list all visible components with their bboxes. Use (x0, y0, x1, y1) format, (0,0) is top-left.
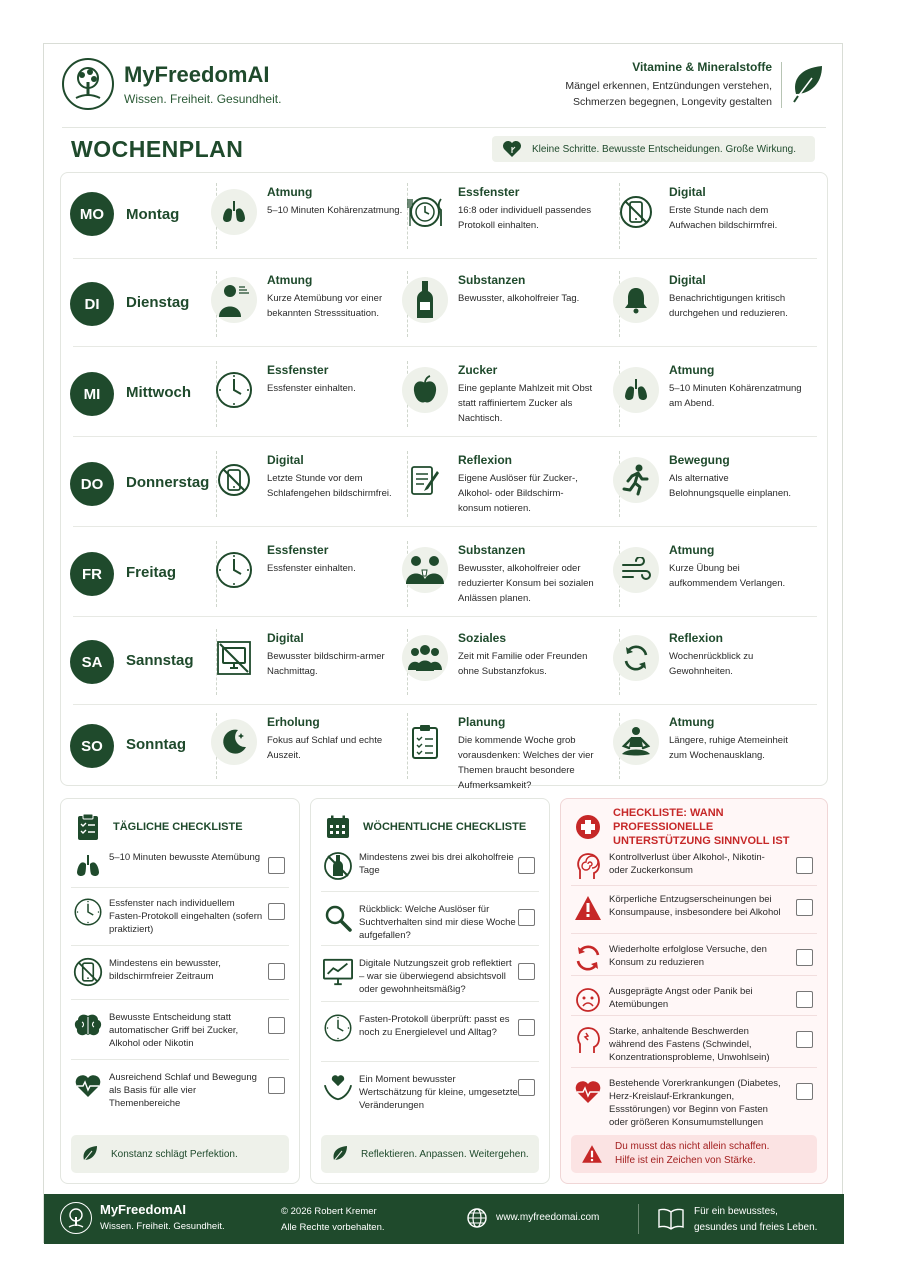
motto-banner (492, 136, 815, 162)
footer-brand-name: MyFreedomAI (100, 1202, 186, 1217)
plan-item-title: Essfenster (458, 185, 520, 199)
plan-item-text (267, 715, 403, 763)
plan-item-title: Digital (669, 273, 706, 287)
checklist-item (571, 1075, 817, 1128)
plan-item (613, 543, 803, 615)
plan-item-text (458, 185, 594, 233)
checklist-checkbox[interactable] (268, 857, 285, 874)
person-breathing-icon (211, 277, 257, 323)
plan-item-title: Atmung (267, 273, 313, 287)
checklist-checkbox[interactable] (268, 1017, 285, 1034)
heart-pulse-icon (573, 1077, 603, 1107)
item-divider (571, 975, 817, 976)
anxious-face-icon (573, 985, 603, 1015)
row-divider (73, 526, 817, 527)
checklist-checkbox[interactable] (796, 1083, 813, 1100)
topic-block (565, 60, 772, 110)
tree-logo-icon (62, 58, 114, 110)
plan-item (402, 363, 602, 435)
plan-item-title: Reflexion (669, 631, 724, 645)
plan-item-description: Essfenster einhalten. (267, 383, 356, 394)
plan-item-title: Substanzen (458, 543, 526, 557)
checklist-item (571, 1023, 817, 1067)
plan-item-text (669, 543, 805, 591)
plan-item-description: 5–10 Minuten Kohärenzatmung am Abend. (669, 383, 802, 409)
plan-item-title: Substanzen (458, 273, 526, 287)
plan-item-text (267, 453, 403, 501)
leaf-icon (790, 64, 826, 104)
no-phone-icon (73, 957, 103, 987)
plan-item (402, 273, 602, 345)
no-screen-icon (211, 635, 257, 681)
plan-item-text (458, 273, 594, 306)
medical-cross-icon (575, 812, 601, 842)
hands-heart-icon (323, 1073, 353, 1103)
item-divider (71, 945, 289, 946)
checklist-item (571, 941, 817, 985)
footer-brand-tagline: Wissen. Freiheit. Gesundheit. (100, 1221, 225, 1232)
day-badge: SA (70, 640, 114, 684)
item-divider (321, 945, 539, 946)
checklist-item-text: Bestehende Vorerkrankungen (Diabetes, Herz-Kreislauf-Erkrankungen, Essstörungen) vor Beginn von Fasten oder größeren Konsumumstellungen (609, 1078, 781, 1128)
checklist-item-text: Rückblick: Welche Auslöser für Suchtverhalten sind mir diese Woche aufgefallen? (359, 904, 516, 941)
motto-text: Kleine Schritte. Bewusste Entscheidungen. Große Wirkung. (532, 143, 797, 155)
checklist-item-text: Körperliche Entzugserscheinungen bei Konsumpause, insbesondere bei Alkohol (609, 894, 781, 918)
topic-line-1: Mängel erkennen, Entzündungen verstehen, (565, 80, 772, 92)
refresh-icon (573, 943, 603, 973)
lungs-icon (73, 851, 103, 881)
checklist-checkbox[interactable] (268, 963, 285, 980)
plan-item-text (669, 363, 805, 411)
checklist-checkbox[interactable] (796, 899, 813, 916)
weekly-footer-text: Reflektieren. Anpassen. Weitergehen. (361, 1148, 529, 1160)
weekly-checklist-footer (321, 1135, 539, 1173)
checklist-item-text: Ein Moment bewusster Wertschätzung für kleine, umgesetzte Veränderungen (359, 1074, 518, 1111)
day-name: Sonntag (126, 736, 186, 753)
plan-item (211, 273, 411, 345)
day-name: Montag (126, 206, 180, 223)
plan-item-text (669, 273, 805, 321)
checklist-item (571, 849, 817, 893)
day-badge: MI (70, 372, 114, 416)
topic-title: Vitamine & Mineralstoffe (632, 60, 772, 74)
plan-item-text (458, 715, 594, 793)
plate-clock-icon (402, 189, 448, 235)
plan-item-title: Atmung (669, 363, 715, 377)
divider (62, 127, 826, 128)
wind-icon (613, 547, 659, 593)
checklist-item (321, 955, 539, 999)
moon-icon (211, 719, 257, 765)
plan-item-text (267, 185, 403, 218)
checklist-item-text: Ausreichend Schlaf und Bewegung als Basis für alle vier Themenbereiche (109, 1072, 257, 1109)
people-drinks-icon (402, 547, 448, 593)
checklist-item (321, 849, 539, 893)
plan-item-text (267, 273, 403, 321)
checklist-item-text: Wiederholte erfolglose Versuche, den Konsum zu reduzieren (609, 944, 767, 968)
plan-item-description: Benachrichtigungen kritisch durchgehen und reduzieren. (669, 293, 788, 319)
plan-item-title: Digital (267, 453, 304, 467)
checklist-item-text: Essfenster nach individuellem Fasten-Protokoll eingehalten (sofern praktiziert) (109, 898, 263, 935)
warning-icon (573, 893, 603, 923)
item-divider (571, 885, 817, 886)
weekly-checklist-panel (310, 798, 550, 1184)
row-divider (73, 258, 817, 259)
plan-item (211, 363, 411, 435)
plan-item-description: Eine geplante Mahlzeit mit Obst statt raffiniertem Zucker als Nachtisch. (458, 383, 593, 424)
plan-item (211, 185, 411, 257)
plan-item-text (669, 631, 805, 679)
checklist-checkbox[interactable] (796, 857, 813, 874)
checklist-item-text: 5–10 Minuten bewusste Atemübung (109, 852, 261, 863)
plan-item (402, 185, 602, 257)
plan-item (211, 631, 411, 703)
head-ache-icon (573, 1025, 603, 1055)
checklist-checkbox[interactable] (518, 857, 535, 874)
copyright-line-1: © 2026 Robert Kremer (281, 1206, 377, 1217)
plan-item (211, 543, 411, 615)
heart-leaf-icon (502, 140, 522, 158)
day-name: Donnerstag (126, 474, 210, 491)
plan-item (402, 453, 602, 525)
calendar-icon (325, 812, 351, 842)
checklist-checkbox[interactable] (796, 991, 813, 1008)
plan-item-text (669, 715, 805, 763)
plan-item (211, 453, 411, 525)
magnifier-icon (323, 903, 353, 933)
no-phone-icon (613, 189, 659, 235)
slogan-line-1: Für ein bewusstes, (694, 1206, 778, 1217)
plan-item (613, 453, 803, 525)
item-divider (571, 933, 817, 934)
footer-website-link[interactable]: www.myfreedomai.com (496, 1212, 600, 1223)
plan-item-text (267, 631, 403, 679)
checklist-item (571, 891, 817, 935)
weekly-plan-sheet (43, 43, 843, 1243)
day-name: Mittwoch (126, 384, 191, 401)
checklist-item-text: Starke, anhaltende Beschwerden während des Fastens (Schwindel, Konzentrationsprobleme, Unwohlsein) (609, 1026, 770, 1063)
plan-item-text (669, 185, 805, 233)
checklist-item (321, 901, 539, 945)
no-bottle-icon (323, 851, 353, 881)
clock-icon (73, 897, 103, 927)
daily-checklist-footer (71, 1135, 289, 1173)
professional-footer-text (615, 1140, 769, 1168)
row-divider (73, 346, 817, 347)
header-divider (781, 62, 782, 108)
footer-copyright (281, 1204, 385, 1236)
slogan-line-2: gesundes und freies Leben. (694, 1222, 818, 1233)
plan-item-text (458, 453, 594, 516)
daily-footer-text: Konstanz schlägt Perfektion. (111, 1148, 238, 1160)
plan-item-description: Kurze Übung bei aufkommendem Verlangen. (669, 563, 786, 589)
checklist-item-text: Ausgeprägte Angst oder Panik bei Atemübungen (609, 986, 753, 1010)
group-icon (402, 635, 448, 681)
plan-item-title: Essfenster (267, 363, 329, 377)
footer-divider (638, 1204, 639, 1234)
daily-checklist-panel (60, 798, 300, 1184)
checklist-checkbox[interactable] (518, 963, 535, 980)
plan-item-title: Atmung (267, 185, 313, 199)
checklist-item (321, 1011, 539, 1055)
page-title: WOCHENPLAN (71, 136, 244, 162)
checklist-item (71, 955, 289, 999)
item-divider (71, 887, 289, 888)
plan-item (402, 631, 602, 703)
checklist-item-text: Fasten-Protokoll überprüft: passt es noch zu Energielevel und Alltag? (359, 1014, 510, 1038)
plan-item-title: Atmung (669, 543, 715, 557)
professional-help-panel (560, 798, 828, 1184)
footer-slogan (694, 1204, 817, 1236)
brand-name: MyFreedomAI (124, 62, 270, 87)
day-row-dienstag (61, 261, 829, 347)
plan-item-description: Zeit mit Familie oder Freunden ohne Substanzfokus. (458, 651, 588, 677)
plan-item-text (458, 543, 594, 606)
clock-icon (211, 367, 257, 413)
day-badge: FR (70, 552, 114, 596)
day-badge: DO (70, 462, 114, 506)
plan-item-description: Essfenster einhalten. (267, 563, 356, 574)
plan-item-title: Reflexion (458, 453, 513, 467)
day-row-donnerstag (61, 441, 829, 527)
monitor-chart-icon (323, 957, 353, 987)
item-divider (71, 1059, 289, 1060)
plan-item-text (267, 543, 403, 576)
checklist-item (571, 983, 817, 1027)
header (44, 44, 844, 126)
weekly-checklist-header (325, 809, 539, 845)
warning-icon (581, 1144, 603, 1164)
plan-item-title: Bewegung (669, 453, 730, 467)
topic-line-2: Schmerzen begegnen, Longevity gestalten (572, 96, 772, 108)
page-footer (44, 1194, 844, 1244)
item-divider (321, 1061, 539, 1062)
plan-item (402, 715, 602, 791)
row-divider (73, 436, 817, 437)
checklist-checkbox[interactable] (796, 1031, 813, 1048)
meditation-icon (613, 719, 659, 765)
plan-item-description: Wochenrückblick zu Gewohnheiten. (669, 651, 754, 677)
plan-item-title: Erholung (267, 715, 320, 729)
bell-icon (613, 277, 659, 323)
plan-item (402, 543, 602, 615)
plan-item-description: Die kommende Woche grob vorausdenken: Welches der vier Themen braucht besondere Aufmerksamkeit? (458, 735, 594, 791)
plan-item-text (458, 631, 594, 679)
plan-item-description: 16:8 oder individuell passendes Protokoll einhalten. (458, 205, 592, 231)
plan-item-text (669, 453, 805, 501)
no-phone-icon (211, 457, 257, 503)
lungs-icon (613, 367, 659, 413)
tree-logo-icon (60, 1202, 92, 1234)
plan-item-description: Eigene Auslöser für Zucker-, Alkohol- oder Bildschirm-konsum notieren. (458, 473, 578, 514)
plan-item-description: Als alternative Belohnungsquelle einplanen. (669, 473, 792, 499)
checklist-item (71, 895, 289, 939)
day-name: Sannstag (126, 652, 194, 669)
plan-item-title: Planung (458, 715, 506, 729)
plan-item (613, 363, 803, 435)
plan-item-title: Essfenster (267, 543, 329, 557)
checklist-checkbox[interactable] (796, 949, 813, 966)
day-name: Dienstag (126, 294, 190, 311)
day-row-sannstag (61, 619, 829, 705)
running-icon (613, 457, 659, 503)
plan-item-title: Digital (267, 631, 304, 645)
checklist-item (71, 1009, 289, 1053)
notepad-icon (402, 457, 448, 503)
day-row-montag (61, 173, 829, 259)
plan-item (613, 715, 803, 787)
checklist-checkbox[interactable] (268, 1077, 285, 1094)
plan-item-description: Fokus auf Schlaf und echte Auszeit. (267, 735, 383, 761)
checklist-item-text: Mindestens zwei bis drei alkoholfreie Tage (359, 852, 514, 876)
refresh-icon (613, 635, 659, 681)
clipboard-icon (402, 719, 448, 765)
plan-item-title: Digital (669, 185, 706, 199)
globe-icon (466, 1207, 488, 1229)
plan-item-title: Atmung (669, 715, 715, 729)
plan-item-description: Bewusster, alkoholfreier oder reduzierter Konsum bei sozialen Anlässen planen. (458, 563, 594, 604)
plan-item-description: Erste Stunde nach dem Aufwachen bildschirmfrei. (669, 205, 778, 231)
checklist-item-text: Bewusste Entscheidung statt automatischer Griff bei Zucker, Alkohol oder Nikotin (109, 1012, 239, 1049)
heart-pulse-icon (73, 1071, 103, 1101)
item-divider (321, 891, 539, 892)
plan-item (613, 631, 803, 703)
plan-item-text (458, 363, 594, 426)
day-badge: SO (70, 724, 114, 768)
day-row-freitag (61, 531, 829, 617)
professional-footer-line-2: Hilfe ist ein Zeichen von Stärke. (615, 1155, 756, 1166)
professional-help-header (575, 809, 817, 845)
row-divider (73, 616, 817, 617)
clock-icon (323, 1013, 353, 1043)
checklist-checkbox[interactable] (518, 1079, 535, 1096)
checklist-item (71, 1069, 289, 1113)
plan-item-title: Zucker (458, 363, 498, 377)
copyright-line-2: Alle Rechte vorbehalten. (281, 1222, 385, 1233)
plan-item (211, 715, 411, 787)
brand-tagline: Wissen. Freiheit. Gesundheit. (124, 92, 282, 106)
lungs-icon (211, 189, 257, 235)
leaf-icon (81, 1145, 99, 1163)
plan-item-description: Bewusster, alkoholfreier Tag. (458, 293, 580, 304)
bottle-icon (402, 277, 448, 323)
checklist-checkbox[interactable] (518, 1019, 535, 1036)
professional-footer-line-1: Du musst das nicht allein schaffen. (615, 1141, 770, 1152)
professional-title-line-1: CHECKLISTE: WANN PROFESSIONELLE (613, 807, 724, 833)
brain-icon (73, 1011, 103, 1041)
item-divider (321, 1001, 539, 1002)
day-row-mittwoch (61, 351, 829, 437)
checklist-item-text: Mindestens ein bewusster, bildschirmfreier Zeitraum (109, 958, 221, 982)
plan-item-text (267, 363, 403, 396)
checklist-item (321, 1071, 539, 1115)
day-name: Freitag (126, 564, 177, 581)
checklist-icon (75, 812, 101, 842)
plan-item-description: Letzte Stunde vor dem Schlafengehen bildschirmfrei. (267, 473, 392, 499)
head-spiral-icon (573, 851, 603, 881)
checklist-checkbox[interactable] (268, 903, 285, 920)
plan-item-description: Längere, ruhige Atemeinheit zum Wochenausklang. (669, 735, 788, 761)
item-divider (571, 1067, 817, 1068)
day-badge: DI (70, 282, 114, 326)
plan-item-title: Soziales (458, 631, 507, 645)
apple-icon (402, 367, 448, 413)
professional-help-title (613, 806, 817, 848)
weekly-checklist-title: WÖCHENTLICHE CHECKLISTE (363, 821, 527, 833)
daily-checklist-header (75, 809, 289, 845)
professional-help-footer (571, 1135, 817, 1173)
plan-item-description: Bewusster bildschirm-armer Nachmittag. (267, 651, 385, 677)
checklist-checkbox[interactable] (518, 909, 535, 926)
item-divider (571, 1015, 817, 1016)
day-row-sonntag (61, 703, 829, 789)
clock-icon (211, 547, 257, 593)
checklist-item-text: Digitale Nutzungszeit grob reflektiert – war sie überwiegend absichtsvoll oder gewohnheitsmäßig? (359, 958, 512, 995)
professional-title-line-2: UNTERSTÜTZUNG SINNVOLL IST (613, 835, 790, 847)
plan-item-description: 5–10 Minuten Kohärenzatmung. (267, 205, 403, 216)
plan-item (613, 273, 803, 345)
day-badge: MO (70, 192, 114, 236)
checklist-item-text: Kontrollverlust über Alkohol-, Nikotin- oder Zuckerkonsum (609, 852, 765, 876)
leaf-icon (331, 1145, 349, 1163)
open-book-icon (658, 1208, 684, 1230)
daily-checklist-title: TÄGLICHE CHECKLISTE (113, 821, 243, 833)
week-plan-grid (60, 172, 828, 791)
plan-item (613, 185, 803, 257)
item-divider (71, 999, 289, 1000)
plan-item-description: Kurze Atemübung vor einer bekannten Stresssituation. (267, 293, 383, 319)
